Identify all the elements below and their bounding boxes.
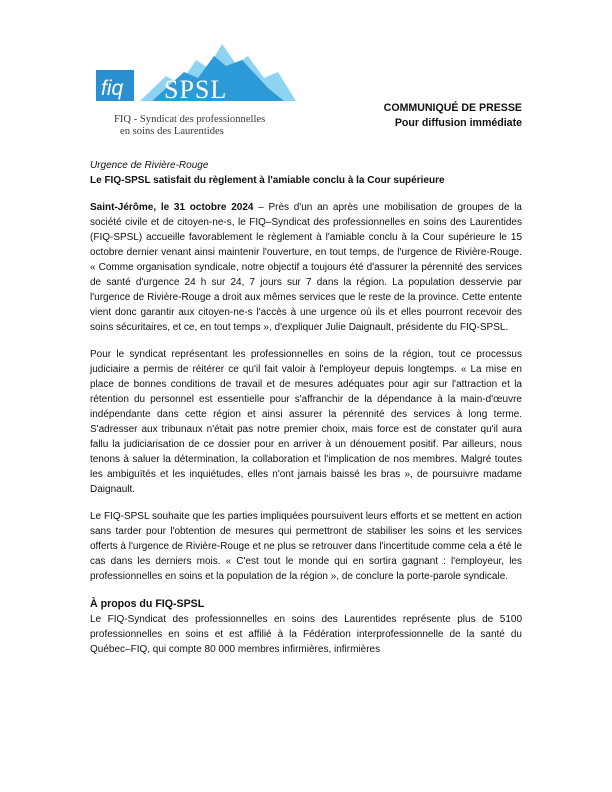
paragraph-1 [90,200,522,335]
spsl-logo-graphic [92,38,332,114]
article-kicker: Urgence de Rivière-Rouge [90,160,209,171]
spsl-mark: SPSL [164,75,228,104]
logo-subtitle [114,114,265,138]
logo-subtitle-line1: FIQ - Syndicat des professionnelles [114,114,266,125]
dateline: Saint-Jérôme, le 31 octobre 2024 [90,202,254,213]
paragraph-1-text: – Près d'un an après une mobilisation de groupes de la société civile et de citoyen-ne-s, le FIQ–Syndicat des professionnelles en soins des Laurentides (FIQ-SPSL) accueille favorablement le règlement à l'amiable conclu à la Cour supérieure le 15 octobre dernier venant ainsi maintenir l'ouverture, en tout temps, de l'urgence de Rivière-Rouge. « Comme organisation syndicale, notre objectif a toujours été d'assurer la pérennité des services de santé d'urgence 24 h sur 24, 7 jours sur 7 dans la région. La population desservie par l'urgence de Rivière-Rouge a droit aux mêmes services que le reste de la province. Cette entente vient donc garantir aux citoyen-ne-s l'accès à une urgence où ils et elles pourront recevoir des soins sécuritaires, et ce, en tout temps », d'expliquer Julie Daignault, présidente du FIQ-SPSL. [90,202,522,333]
article-headline: Le FIQ-SPSL satisfait du règlement à l'amiable conclu à la Cour supérieure [90,175,445,186]
press-release-header [384,101,522,131]
logo [92,38,332,148]
paragraph-2: Pour le syndicat représentant les professionnelles en soins de la région, tout ce processus judiciaire a permis de réitérer ce qu'il fait valoir à l'employeur depuis longtemps. « La mise en place de bonnes conditions de travail et de mesures adéquates pour agir sur l'attraction et la rétention du personnel est essentielle pour s'affranchir de la dépendance à la main-d'œuvre indépendante dans cette région et ainsi assurer la pérennité des services à long terme. S'adresser aux tribunaux n'était pas notre premier choix, mais force est de constater qu'il aura fallu la judiciarisation de ce dossier pour en arriver à un dénouement positif. Par ailleurs, nous tenons à saluer la détermination, la collaboration et l'implication de nos membres. Malgré toutes les ambiguïtés et les inquiétudes, elles n'ont jamais baissé les bras », de poursuivre madame Daignault. [90,349,522,495]
about-paragraph: Le FIQ-Syndicat des professionnelles en soins des Laurentides représente plus de 5100 professionnelles en soins et est affilié à la Fédération interprofessionnelle de la santé du Québec–FIQ, qui compte 80 000 membres infirmières, infirmières [90,614,522,655]
article-body [90,159,522,657]
about-title: À propos du FIQ-SPSL [90,598,205,610]
logo-subtitle-line2: en soins des Laurentides [120,126,224,137]
press-title: COMMUNIQUÉ DE PRESSE [383,102,522,114]
paragraph-3: Le FIQ-SPSL souhaite que les parties impliquées poursuivent leurs efforts et se mettent en action sans tarder pour l'obtention de mesures qui permettront de stabiliser les soins et les services offerts à l'urgence de Rivière-Rouge et ne plus se retrouver dans l'incertitude comme cela a été le cas dans les derniers mois. « C'est tout le monde qui en sortira gagnant : l'employeur, les professionnelles en soins et la population de la région », de conclure la porte-parole syndicale. [90,511,522,582]
press-subtitle: Pour diffusion immédiate [394,117,522,129]
fiq-mark: fiq [101,77,124,100]
